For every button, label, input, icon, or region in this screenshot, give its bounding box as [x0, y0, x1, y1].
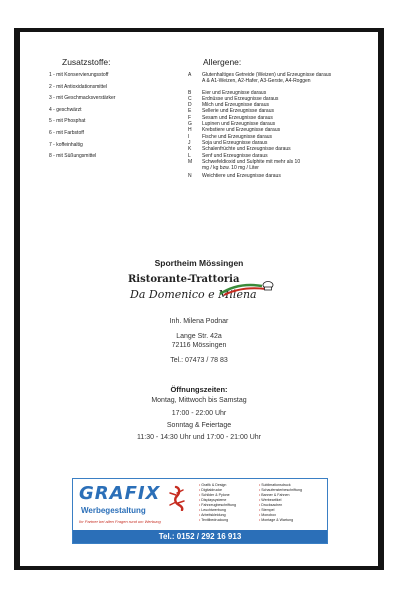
- address-city: 72116 Mössingen: [171, 342, 227, 349]
- logo-line-2: Da Domenico e Milena: [130, 288, 257, 301]
- grafix-subtitle: Werbegestaltung: [81, 506, 146, 515]
- gecko-icon: [165, 485, 187, 511]
- services-list-right: [259, 483, 302, 523]
- allergen-text: Lupinen und Erzeugnisse daraus: [202, 121, 276, 128]
- service-item: • Banner & Fahnen: [259, 493, 302, 498]
- allergen-letter: D: [188, 102, 192, 109]
- service-item: • Arbeitskleidung: [199, 513, 236, 518]
- allergen-text: Sellerie und Erzeugnisse daraus: [202, 108, 274, 115]
- zusatzstoffe-list: [49, 72, 189, 165]
- zusatzstoff-item: 8 - mit Süßungsmittel: [49, 153, 97, 160]
- allergen-text: Weichtiere und Erzeugnisse daraus: [202, 173, 281, 180]
- service-item: • Displaysysteme: [199, 498, 236, 503]
- service-item: • Schaufensterbeschriftung: [259, 488, 302, 493]
- allergen-text: Erdnüsse und Erzeugnisse daraus: [202, 95, 279, 102]
- allergen-letter: I: [188, 133, 190, 140]
- logo-line-1: Ristorante-Trattoria: [128, 274, 240, 285]
- allergen-letter: M: [188, 158, 193, 165]
- grafix-advertisement: [72, 478, 328, 544]
- chef-hat-swoosh-icon: [218, 280, 278, 296]
- allergen-letter: J: [188, 139, 191, 146]
- allergen-letter: L: [188, 152, 191, 159]
- service-item: • Sublimationsdruck: [259, 483, 302, 488]
- venue-name: Sportheim Mössingen: [154, 258, 244, 268]
- service-item: • Schilder & Pylone: [199, 493, 236, 498]
- allergen-letter: C: [188, 95, 192, 102]
- allergene-list: [188, 72, 363, 180]
- allergen-text: Schalenfrüchte und Erzeugnisse daraus: [202, 146, 291, 153]
- allergen-letter: F: [188, 114, 192, 121]
- allergen-text: Senf und Erzeugnisse daraus: [202, 152, 268, 159]
- zusatzstoff-item: 6 - mit Farbstoff: [49, 129, 84, 136]
- allergen-text: Sesam und Erzeugnisse daraus: [202, 114, 273, 121]
- service-item: • Grafik & Design: [199, 483, 236, 488]
- zusatzstoff-item: 4 - geschwärzt: [49, 106, 82, 113]
- allergen-letter: N: [188, 173, 192, 180]
- owner-name: Inh. Milena Podnar: [169, 318, 229, 325]
- service-item: • Drucksachen: [259, 503, 302, 508]
- address-street: Lange Str. 42a: [176, 333, 222, 340]
- allergen-text: Schwefeldioxid und Sulphite mit mehr als 10 mg / kg bzw. 10 mg / Liter: [202, 158, 301, 172]
- allergen-text: Eier und Erzeugnisse daraus: [202, 89, 267, 96]
- allergen-letter: A: [188, 72, 192, 78]
- opening-hours-line: 11:30 - 14:30 Uhr und 17:00 - 21:00 Uhr: [136, 434, 261, 441]
- service-item: • Monobox: [259, 513, 302, 518]
- allergene-heading: Allergene:: [203, 57, 242, 67]
- service-item: • Werbeartikel: [259, 498, 302, 503]
- allergen-item: [188, 173, 363, 179]
- zusatzstoff-item: 1 - mit Konservierungsstoff: [49, 72, 109, 78]
- allergen-letter: B: [188, 89, 192, 96]
- service-item: • Digitaldrucke: [199, 488, 236, 493]
- allergen-text: Milch und Erzeugnisse daraus: [202, 102, 269, 109]
- grafix-phone-bar: Tel.: 0152 / 292 16 913: [73, 530, 327, 543]
- service-item: • Montage & Wartung: [259, 518, 302, 523]
- zusatzstoff-item: 5 - mit Phosphat: [49, 118, 86, 125]
- opening-hours-line: Sonntag & Feiertage: [166, 422, 232, 429]
- allergen-letter: E: [188, 108, 192, 115]
- services-list-left: [199, 483, 236, 523]
- allergen-letter: K: [188, 146, 192, 153]
- allergen-a-subtypes: A & A1-Weizen, A2-Hafer, A3-Gerste, A4-Roggen: [202, 78, 311, 85]
- zusatzstoffe-heading: Zusatzstoffe:: [62, 57, 111, 67]
- allergen-item: [188, 159, 363, 172]
- opening-hours-line: 17:00 - 22:00 Uhr: [171, 410, 227, 417]
- zusatzstoff-item: 2 - mit Antioxidationsmittel: [49, 83, 108, 90]
- allergen-letter: H: [188, 127, 192, 134]
- service-item: • Fahrzeugbeschriftung: [199, 503, 236, 508]
- allergen-text: Soja und Erzeugnisse daraus: [202, 139, 268, 146]
- service-item: • Textilbedruckung: [199, 518, 236, 523]
- service-item: • Stempel: [259, 508, 302, 513]
- phone-number: Tel.: 07473 / 78 83: [170, 357, 228, 364]
- service-item: • Leuchtwerbung: [199, 508, 236, 513]
- zusatzstoff-item: 3 - mit Geschmacksverstärker: [49, 95, 116, 102]
- allergen-letter: G: [188, 121, 192, 128]
- allergen-text: Glutenhaltiges Getreide (Weizen) und Erzeugnisse daraus: [202, 72, 332, 78]
- allergen-text: Krebstiere und Erzeugnisse daraus: [202, 127, 281, 134]
- grafix-logo: GRAFIX: [79, 483, 161, 504]
- zusatzstoff-item: 7 - koffeinhaltig: [49, 141, 83, 148]
- opening-hours-line: Montag, Mittwoch bis Samstag: [151, 397, 247, 404]
- grafix-slogan: Ihr Partner bei allen Fragen rund um Werbung: [79, 519, 161, 524]
- opening-hours-heading: Öffnungszeiten:: [170, 385, 228, 394]
- restaurant-logo: [120, 268, 280, 308]
- allergen-text: Fische und Erzeugnisse daraus: [202, 133, 273, 140]
